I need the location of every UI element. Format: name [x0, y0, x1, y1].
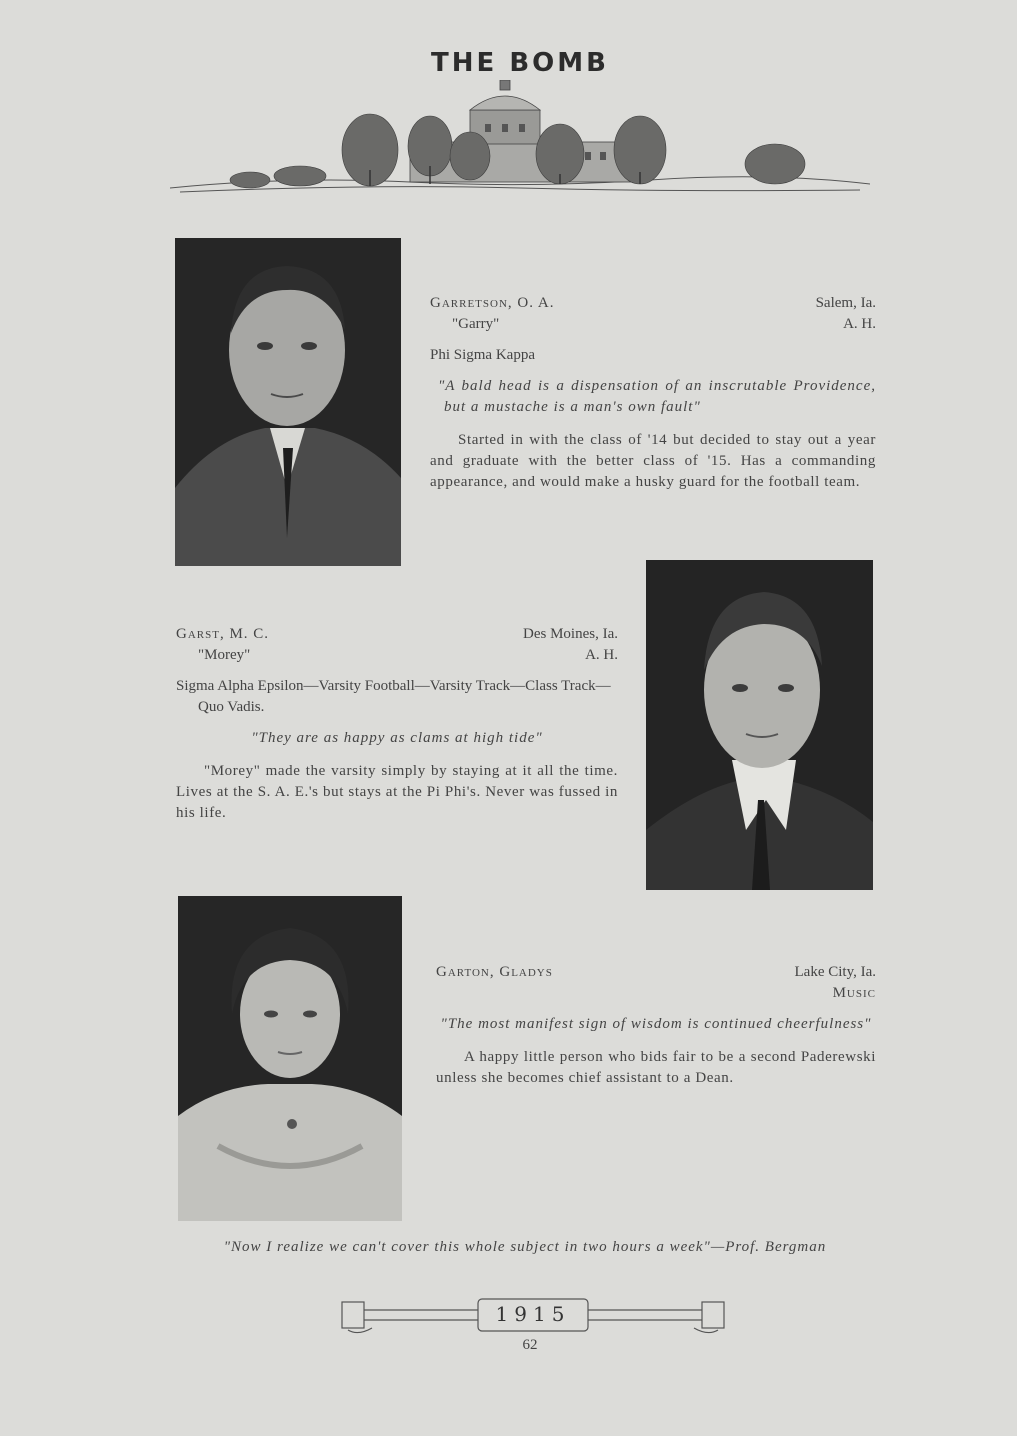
- student-quote: "A bald head is a dispensation of an inscrutable Providence, but a mustache is a man's own fault": [438, 378, 876, 415]
- student-hometown: Lake City, Ia.: [794, 964, 876, 980]
- student-quote: "They are as happy as clams at high tide": [251, 730, 543, 746]
- portrait-photo-garton: [178, 896, 402, 1221]
- student-name: Garton, Gladys: [436, 964, 553, 980]
- student-nickname: "Morey": [198, 647, 251, 663]
- footer-quote: "Now I realize we can't cover this whole subject in two hours a week"—Prof. Bergman: [223, 1239, 827, 1255]
- student-course: Music: [832, 985, 876, 1001]
- student-hometown: Des Moines, Ia.: [523, 626, 618, 642]
- entry-garton: [436, 962, 876, 1089]
- year-banner: [338, 1296, 728, 1336]
- student-organizations: Sigma Alpha Epsilon—Varsity Football—Varsity Track—Class Track—Quo Vadis.: [176, 678, 611, 715]
- student-bio: Started in with the class of '14 but decided to stay out a year and graduate with the better class of '15. Has a commanding appearance, and would make a husky guard for the football team.: [430, 432, 876, 490]
- student-course: A. H.: [843, 316, 876, 332]
- masthead-title: THE BOMB: [431, 48, 609, 78]
- student-quote: "The most manifest sign of wisdom is continued cheerfulness": [440, 1016, 872, 1032]
- student-bio: "Morey" made the varsity simply by staying at it all the time. Lives at the S. A. E.'s but stays at the Pi Phi's. Never was fussed in his life.: [176, 763, 618, 821]
- student-name: Garst, M. C.: [176, 626, 270, 642]
- student-course: A. H.: [585, 647, 618, 663]
- student-organizations: Phi Sigma Kappa: [430, 347, 535, 363]
- portrait-photo-garst: [646, 560, 873, 890]
- banner-year: 1915: [495, 1302, 571, 1326]
- entry-garretson: [430, 293, 876, 493]
- student-name: Garretson, O. A.: [430, 295, 555, 311]
- page-number: 62: [522, 1337, 538, 1353]
- masthead: [170, 40, 870, 200]
- campus-illustration: [170, 80, 870, 200]
- student-hometown: Salem, Ia.: [815, 295, 876, 311]
- student-bio: A happy little person who bids fair to be a second Paderewski unless she becomes chief assistant to a Dean.: [436, 1049, 876, 1086]
- portrait-photo-garretson: [175, 238, 401, 566]
- entry-garst: [176, 624, 618, 824]
- student-nickname: "Garry": [452, 316, 500, 332]
